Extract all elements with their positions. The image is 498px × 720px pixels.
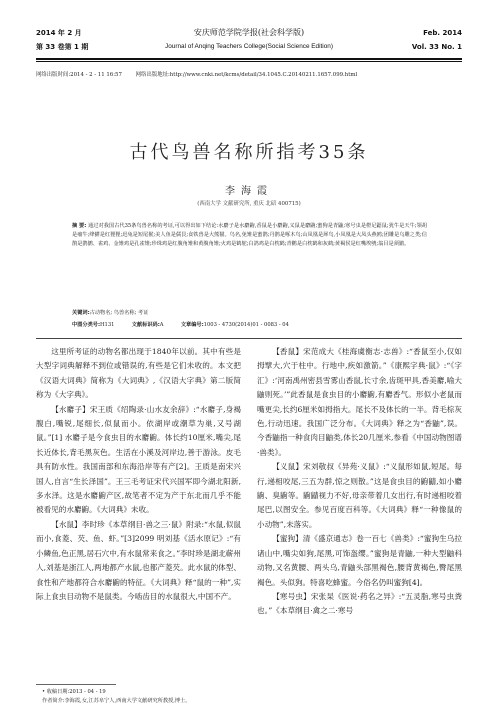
abstract-text: 通过对我国古代35条鸟兽名称的考证,可以得出如下结论:水麝子是水麝鼩,香鼠是小麝鼩,义鼠是麝鼩;蜜狗是青鼬;寒号虫是橙足鼯鼠;犹牛是天牛;领胡是瘤牛;绛獾是红狸狸;迅兔是短尾猴;美人鱼是儒艮;食铁兽是大熊猫。鸟名,免雉是蜜鹊;丹鹊是啄木鸟;山凤凰是犀鸟,小凤凰是大凤头燕鸥;团雕是乌雕之类;信鹊是鹊鹠、雀鸡、金雉鸡是孔雀雉;珍珠鸡是红腹角雉和黄腹角雉;火鸡是鹤鸵;白鸽鸡是白枕鹤;青鹳是白枕鹤和灰鹤;黄褐侯是红嘴埃鸲;翁目是须鹟。 — [72, 223, 427, 248]
body-paragraph: 【水鼠】李时珍《本草纲目·兽之三·鼠》附录:“水鼠,似鼠而小,食菱、芡、鱼、虾。”[3]2099 明刘基《活水原记》:“有小鳞鱼,色正黑,居石穴中,有水鼠常来食之。”李时珍是湖北蕲州人,刘基是浙江人,两地都产水鼠,也都产菱芡。此水鼠的体型、食性和产地都符合水麝鼩的特征。《大词典》释“鼠的一种”,实际上食虫目动物不是鼠类。今啮齿目的水鼠很大,中国不产。 — [36, 519, 241, 601]
keywords-label: 关键词: — [72, 310, 90, 316]
article-title: 古代鸟兽名称所指考35条 — [129, 142, 369, 163]
body-paragraph: 这里所考证的动物名都出现于1840年以前。其中有些是大型字词典解释不到位或错误的,有些是它们未收的。本文把《汉语大词典》简称为《大词典》,《汉语大字典》第二版简称为《大字典》。 — [36, 347, 241, 400]
body-column-left — [36, 345, 241, 604]
body-paragraph: 【义鼠】宋刘敬叔《异苑·义鼠》:“义鼠形如鼠,短尾。每行,递相咬尾,三五为群,惊之则散。”这是食虫目的鼩鼱,如小麝鼩、臭鼩等。鼩鼱视力不好,母亲带着几女出行,有时递相咬着尾巴,以图安全。参见百度百科等。《大词典》释“一种像鼠的小动物”,未落实。 — [257, 462, 462, 529]
footnote — [42, 688, 190, 706]
author-name: 李海霞 — [225, 186, 273, 197]
article-id-value: 1003 - 4730(2014)01 - 0083 - 04 — [203, 322, 289, 328]
header-rule-thin — [36, 61, 462, 62]
online-publish-info — [36, 70, 462, 78]
online-time: 网络出版时间:2014 - 2 - 11 16:57 — [36, 72, 122, 78]
clc-value: H131 — [100, 322, 115, 328]
clc-label: 中图分类号: — [72, 322, 101, 328]
journal-name-cn: 安庆师范学院学报(社会科学版) — [193, 28, 305, 37]
received-date: • 收稿日期:2013 - 04 - 19 — [42, 689, 106, 695]
body-paragraph: 【蜜狗】清《盛京通志》卷一百七《兽类》:“蜜狗生乌拉诸山中,嘴尖如狗,尾黑,可饰盔缨。”蜜狗是青鼬,一种大型鼬科动物,又名黄腰、两头乌,青鼬头部黑褐色,腰背黄褐色,臀尾黑褐色。头似狗。特喜吃蜂蜜。今俗名仍叫蜜狗[4]。 — [257, 534, 462, 587]
abstract-label: 摘 要: — [72, 223, 87, 229]
keywords-text: 古动物名; 鸟兽名称; 考证 — [89, 310, 149, 316]
keywords — [72, 309, 427, 316]
month-en: Feb. 2014 — [423, 29, 462, 37]
body-paragraph: 【香鼠】宋范成大《桂海虞衡志·志兽》:“香鼠至小,仅如拇擘大,穴于柱中。行地中,疾如激箭。”《康熙字典·鼠》:“《字汇》:‘河南禹州密县雪雾山香鼠,长寸余,齿斑甲具,香美麝,喻大鼬则死。’”此香鼠是食虫目的小麝鼩,有麝香气。形似小老鼠而嘴更尖,长约6厘米如拇指大。尾长不及体长的一半。背毛棕灰色,行动迅速。我国广泛分布。《大词典》释之为“香鼬”,误。今香鼬指一种食肉目鼬类,体长20几厘米,参看《中国动物图谱·兽类》。 — [257, 347, 462, 457]
author-affiliation: (西南大学 文献研究所, 重庆 北碚 400715) — [197, 201, 301, 207]
body-paragraph: 【寒号虫】宋张杲《医说·药名之异》:“五灵脂,寒号虫粪也。”《本草纲目·禽之二·寒号 — [257, 591, 462, 616]
section-rule — [36, 338, 462, 339]
header-rule-thick — [36, 58, 462, 60]
doc-code-value: A — [159, 322, 164, 328]
classification — [72, 321, 427, 328]
article-id-label: 文章编号: — [180, 322, 204, 328]
doc-code-label: 文献标识码: — [131, 322, 160, 328]
journal-name-en: Journal of Anqing Teachers College(Social Science Edition) — [165, 43, 333, 50]
volume-issue: 第 33 卷第 1 期 — [36, 43, 89, 51]
header-right — [412, 26, 462, 54]
body-column-right — [257, 345, 462, 619]
abstract — [72, 222, 427, 250]
volume-en: Vol. 33 No. 1 — [411, 43, 462, 51]
author-bio: 作者简介:李海霞,女,江苏阜宁人,西南大学文献研究所教授,博士。 — [42, 698, 191, 704]
online-url[interactable]: 网络出版地址:http://www.cnki.net/kcms/detail/34.1045.C.20140211.1657.099.html — [135, 72, 358, 78]
body-paragraph: 【水麝子】宋王质《绍陶录·山水友余辞》:“水麝子,身褐腹白,嘴锐,尾细长,似鼠而小。依湖岸或潮草为巢,又号湖鼠。”[1] 水麝子是今食虫目的水麝鼩。体长约10厘米,嘴尖,尾长近体长,背毛黑灰色。生活在小溪及河岸边,善于游泳。皮毛具有防水性。我国南部和东海沿岸等有产[2]。王质是南宋兴国人,自言“生长泽国”。王三毛考证宋代兴国军即今湖北阳新,多水泽。这是水麝鼩产区,故笔者不定为产于东北而几乎不能被看见的水麝鼩。《大词典》未收。 — [36, 404, 241, 515]
year-issue: 2014 年 2 月 — [36, 29, 82, 37]
footnote-rule — [36, 684, 116, 685]
